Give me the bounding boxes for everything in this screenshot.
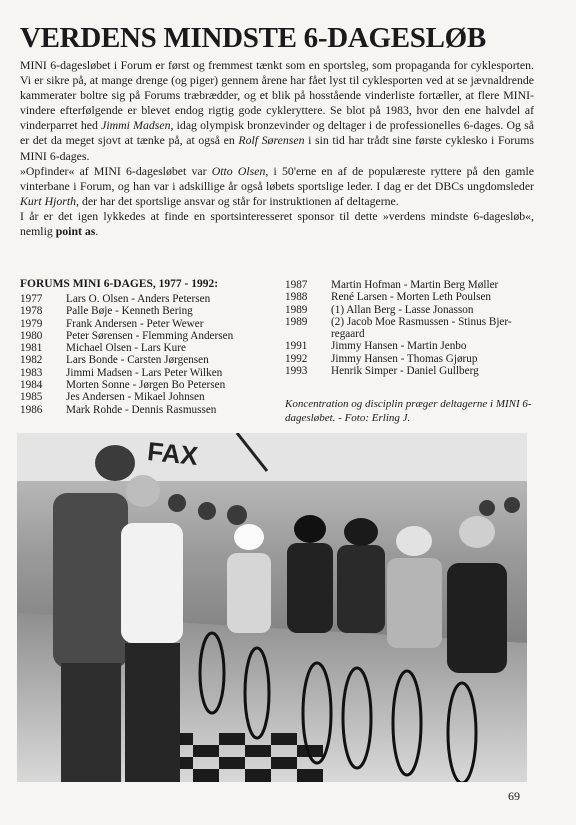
result-winners: Lars O. Olsen - Anders Petersen xyxy=(66,293,211,305)
result-row xyxy=(285,304,535,316)
result-winners: Martin Hofman - Martin Berg Møller xyxy=(331,279,499,291)
result-row xyxy=(285,316,535,328)
result-row xyxy=(20,391,280,403)
result-winners: Jimmy Hansen - Thomas Gjørup xyxy=(331,352,478,365)
sponsor-name: point as xyxy=(55,224,96,239)
results-heading: FORUMS MINI 6-DAGES, 1977 - 1992: xyxy=(20,278,219,290)
result-year: 1981 xyxy=(20,342,43,355)
result-row xyxy=(285,328,535,340)
result-winners: Peter Sørensen - Flemming Andersen xyxy=(66,329,234,342)
photo-caption: Koncentration og disciplin præger deltagerne i MINI 6-dagesløbet. - Foto: Erling J. xyxy=(285,398,532,424)
result-year: 1989 xyxy=(285,315,308,328)
result-row xyxy=(20,318,280,330)
article-paragraph: I år er det igen lykkedes at finde en sportsinteresseret sponsor til dette »verdens mindste 6-dagesløb«, nemlig point as. xyxy=(20,208,534,239)
results-list-left xyxy=(20,293,280,416)
result-winners: Mark Rohde - Dennis Rasmussen xyxy=(66,403,217,416)
result-row xyxy=(20,305,280,317)
result-row xyxy=(285,340,535,352)
result-row xyxy=(20,379,280,391)
result-row xyxy=(285,365,535,377)
article-paragraph: MINI 6-dagesløbet i Forum er først og fremmest tænkt som en sportsleg, som propaganda for cyklesporten. Vi er sikre på, at mange drenge (og piger) gennem årene har fået lyst til cyklesporten ved at se jævnaldrende kammerater boltre sig på Forums træbrædder, og et blik på hosstående vinderliste fortæller, at flere MINI-vindere efterfølgende er blevet endog rigtig gode cykleryttere. Se blot på 1983, hvor den ene halvdel af vinderparret hed Jimmi Madsen, idag olympisk bronzevinder og deltager i de professionelles 6-dages. Og så er det da meget sjovt at tænke på, at også en Rolf Sørensen i sin tid har trådt sine første cyklesko i Forums MINI 6-dages. xyxy=(20,58,534,163)
result-winners: Henrik Simper - Daniel Gullberg xyxy=(331,365,479,378)
result-year: 1993 xyxy=(285,365,308,378)
result-winners: Morten Sonne - Jørgen Bo Petersen xyxy=(66,379,226,392)
result-winners: René Larsen - Morten Leth Poulsen xyxy=(331,291,492,304)
page-title: VERDENS MINDSTE 6-DAGESLØB xyxy=(20,22,486,54)
result-row xyxy=(285,353,535,365)
page-number: 69 xyxy=(508,789,520,803)
result-year: 1978 xyxy=(20,305,43,318)
result-winners: Jimmy Hansen - Martin Jenbo xyxy=(331,340,467,353)
result-year: 1986 xyxy=(20,403,43,416)
result-year: 1985 xyxy=(20,391,43,404)
article-body xyxy=(20,58,534,239)
result-winners: regaard xyxy=(331,328,365,341)
results-list-right xyxy=(285,279,535,377)
result-year: 1992 xyxy=(285,352,308,365)
photo-sign-text: FAX xyxy=(146,435,200,472)
race-photo xyxy=(17,433,527,782)
result-row xyxy=(20,342,280,354)
person-name: Rolf Sørensen xyxy=(238,133,305,148)
person-name: Jimmi Madsen xyxy=(101,118,171,133)
article-paragraph: »Opfinder« af MINI 6-dagesløbet var Otto Olsen, i 50'erne en af de populæreste ryttere på den gamle vinterbane i Forum, og han var i adskillige år også løbets sportslige leder. I dag er det DBCs ungdomsleder Kurt Hjorth, der har det sportslige ansvar og står for instruktionen af deltagerne. xyxy=(20,163,534,208)
result-year: 1991 xyxy=(285,340,308,353)
person-name: Otto Olsen xyxy=(211,163,266,178)
result-winners: (1) Allan Berg - Lasse Jonasson xyxy=(331,303,474,316)
result-winners: Frank Andersen - Peter Wewer xyxy=(66,317,204,330)
result-winners: Lars Bonde - Carsten Jørgensen xyxy=(66,354,209,367)
result-row xyxy=(20,330,280,342)
result-row xyxy=(285,291,535,303)
result-winners: Palle Bøje - Kenneth Bering xyxy=(66,305,193,318)
result-year: 1988 xyxy=(285,291,308,304)
result-year: 1984 xyxy=(20,379,43,392)
person-name: Kurt Hjorth xyxy=(20,193,77,208)
result-row xyxy=(20,354,280,366)
result-year: 1980 xyxy=(20,329,43,342)
result-year: 1989 xyxy=(285,303,308,316)
result-row xyxy=(285,279,535,291)
result-year xyxy=(285,328,331,340)
result-winners: Jes Andersen - Mikael Johnsen xyxy=(66,391,205,404)
result-winners: (2) Jacob Moe Rasmussen - Stinus Bjer- xyxy=(331,315,512,328)
result-year: 1983 xyxy=(20,366,43,379)
result-year: 1977 xyxy=(20,293,43,305)
result-winners: Jimmi Madsen - Lars Peter Wilken xyxy=(66,366,223,379)
result-year: 1979 xyxy=(20,317,43,330)
result-row xyxy=(20,404,280,416)
result-winners: Michael Olsen - Lars Kure xyxy=(66,342,186,355)
result-year: 1987 xyxy=(285,279,308,291)
result-row xyxy=(20,293,280,305)
result-year: 1982 xyxy=(20,354,43,367)
result-row xyxy=(20,367,280,379)
